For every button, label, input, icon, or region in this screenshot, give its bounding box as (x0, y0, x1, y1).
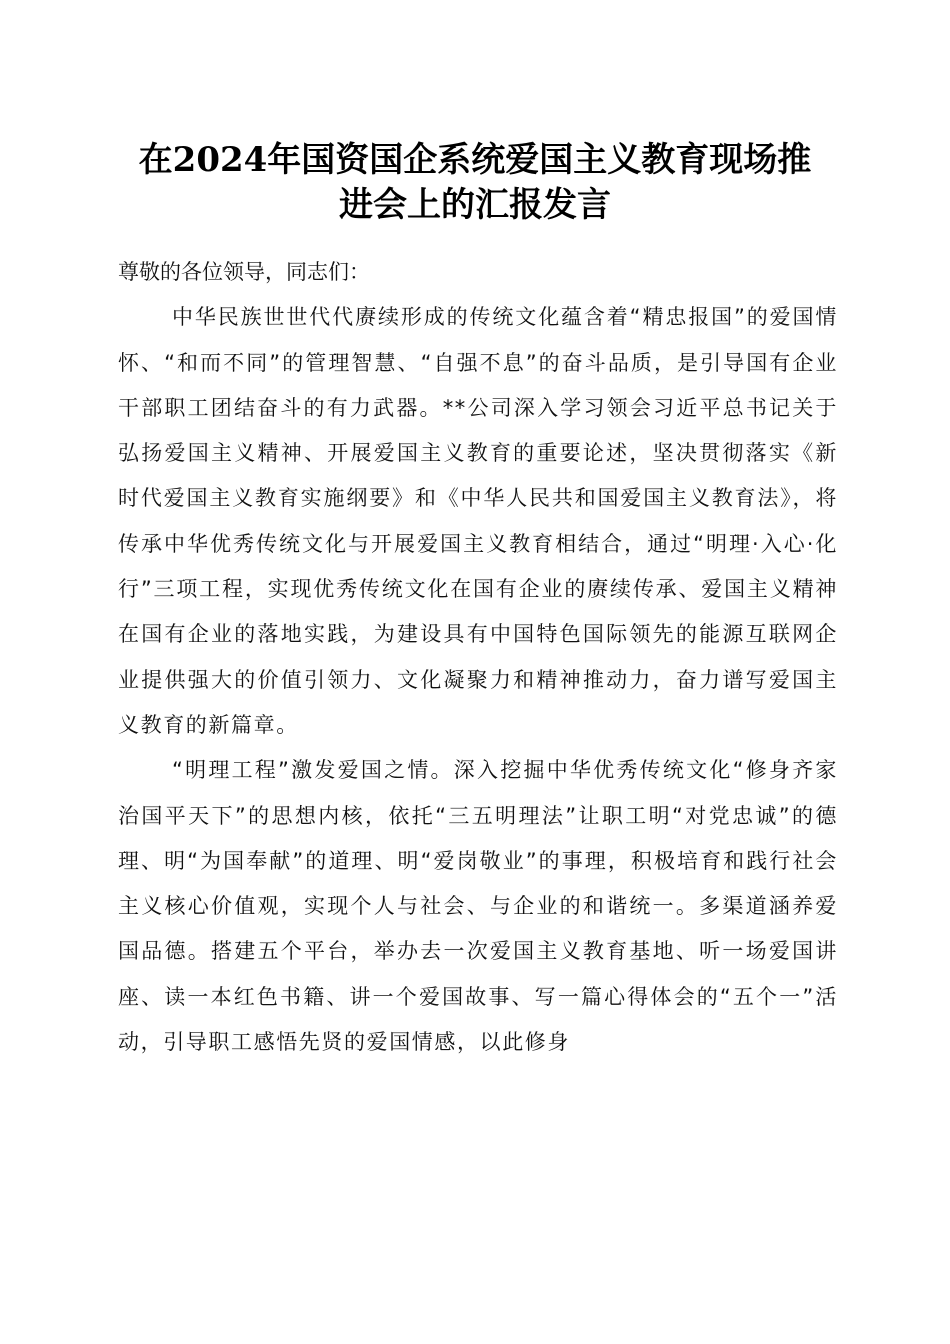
document-body (118, 250, 838, 1065)
paragraph-mingli-project: “明理工程”激发爱国之情。深入挖掘中华优秀传统文化“修身齐家治国平天下”的思想内核，依托“三五明理法”让职工明“对党忠诚”的德理、明“为国奉献”的道理、明“爱岗敬业”的事理，积极培育和践行社会主义核心价值观，实现个人与社会、与企业的和谐统一。多渠道涵养爱国品德。搭建五个平台，举办去一次爱国主义教育基地、听一场爱国讲座、读一本红色书籍、讲一个爱国故事、写一篇心得体会的“五个一”活动，引导职工感悟先贤的爱国情感，以此修身 (118, 758, 838, 1055)
document-title (100, 138, 850, 228)
paragraph-intro: 中华民族世世代代赓续形成的传统文化蕴含着“精忠报国”的爱国情怀、“和而不同”的管理智慧、“自强不息”的奋斗品质，是引导国有企业干部职工团结奋斗的有力武器。**公司深入学习领会习近平总书记关于弘扬爱国主义精神、开展爱国主义教育的重要论述，坚决贯彻落实《新时代爱国主义教育实施纲要》和《中华人民共和国爱国主义教育法》，将传承中华优秀传统文化与开展爱国主义教育相结合，通过“明理·入心·化行”三项工程，实现优秀传统文化在国有企业的赓续传承、爱国主义精神在国有企业的落地实践，为建设具有中国特色国际领先的能源互联网企业提供强大的价值引领力、文化凝聚力和精神推动力，奋力谱写爱国主义教育的新篇章。 (118, 305, 838, 737)
title-line-1: 在2024年国资国企系统爱国主义教育现场推 (138, 140, 812, 180)
salutation: 尊敬的各位领导，同志们： (118, 260, 370, 284)
title-line-2: 进会上的汇报发言 (339, 185, 611, 225)
